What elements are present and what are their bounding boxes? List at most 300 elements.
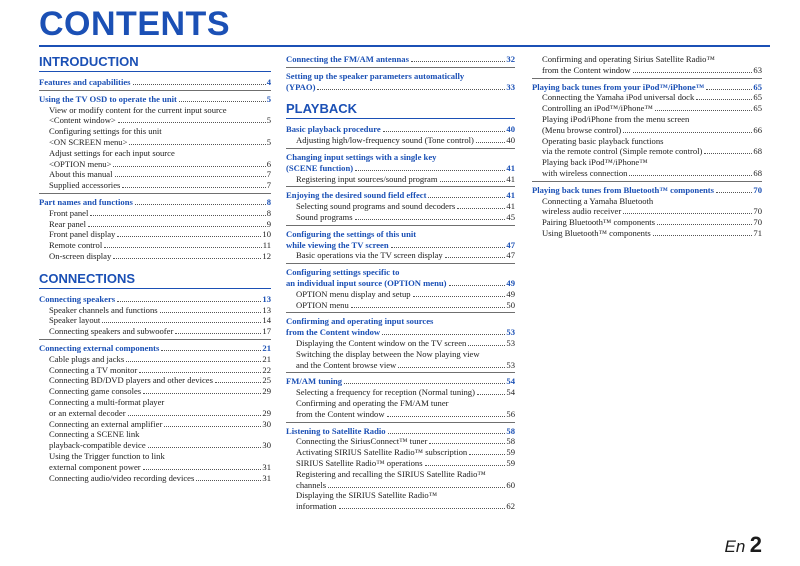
dot-leader bbox=[429, 443, 505, 444]
entry-title-line: Playing back iPod™/iPhone™ bbox=[542, 157, 648, 168]
entry-title: Connecting a TV monitor bbox=[49, 364, 138, 375]
dot-leader bbox=[196, 480, 261, 481]
entry-page-number: 29 bbox=[262, 407, 271, 418]
dot-leader bbox=[476, 142, 505, 143]
entry-page-number: 29 bbox=[262, 386, 271, 397]
entry-title: Cable plugs and jacks bbox=[49, 353, 125, 364]
entry-title-line: Confirming and operating the FM/AM tuner bbox=[296, 397, 449, 408]
entry-title: Activating SIRIUS Satellite Radio™ subscription bbox=[296, 447, 468, 458]
toc-main-entry[interactable] bbox=[532, 185, 762, 196]
toc-sub-entry[interactable] bbox=[286, 398, 515, 420]
entry-page-number: 53 bbox=[506, 337, 515, 348]
toc-group bbox=[286, 67, 515, 93]
entry-page-number: 65 bbox=[753, 92, 762, 103]
entry-page-number: 70 bbox=[753, 217, 762, 228]
entry-page-number: 54 bbox=[506, 376, 515, 387]
toc-sub-entry[interactable] bbox=[286, 349, 515, 371]
entry-title: from the Content window bbox=[296, 408, 385, 419]
entry-title: (YPAO) bbox=[286, 81, 316, 92]
toc-sub-entry[interactable] bbox=[532, 136, 762, 158]
entry-title-line: Using the Trigger function to link bbox=[49, 450, 165, 461]
toc-sub-entry[interactable] bbox=[39, 315, 271, 326]
entry-title: Using Bluetooth™ components bbox=[542, 227, 651, 238]
entry-title: information bbox=[296, 501, 337, 512]
entry-page-number: 25 bbox=[262, 375, 271, 386]
toc-sub-entry[interactable] bbox=[286, 338, 515, 349]
toc-main-entry[interactable] bbox=[286, 152, 515, 174]
toc-group bbox=[286, 186, 515, 222]
dot-leader bbox=[122, 187, 265, 188]
entry-title: Rear panel bbox=[49, 218, 86, 229]
entry-page-number: 65 bbox=[753, 81, 762, 92]
dot-leader bbox=[143, 469, 262, 470]
toc-main-entry[interactable] bbox=[286, 376, 515, 387]
entry-title-line: Connecting a SCENE link bbox=[49, 429, 140, 440]
entry-title: Controlling an iPod™/iPhone™ bbox=[542, 103, 653, 114]
toc-main-entry[interactable] bbox=[39, 94, 271, 105]
entry-title-line: Playing iPod/iPhone from the menu screen bbox=[542, 113, 690, 124]
dot-leader bbox=[117, 301, 261, 302]
dot-leader bbox=[623, 132, 752, 133]
language-label: En bbox=[724, 537, 746, 556]
dot-leader bbox=[133, 84, 266, 85]
entry-title: Basic playback procedure bbox=[286, 124, 381, 135]
toc-sub-entry[interactable] bbox=[39, 251, 271, 262]
toc-sub-entry[interactable] bbox=[39, 326, 271, 337]
toc-sub-entry[interactable] bbox=[39, 354, 271, 365]
entry-title: playback-compatible device bbox=[49, 440, 146, 451]
toc-sub-entry[interactable] bbox=[532, 103, 762, 114]
toc-sub-entry[interactable] bbox=[286, 458, 515, 469]
toc-main-entry[interactable] bbox=[286, 229, 515, 251]
entry-title: Connecting audio/video recording devices bbox=[49, 472, 195, 483]
dot-leader bbox=[383, 131, 506, 132]
toc-main-entry[interactable] bbox=[286, 267, 515, 289]
entry-title: Displaying the Content window on the TV screen bbox=[296, 337, 467, 348]
entry-page-number: 47 bbox=[506, 250, 515, 261]
toc-sub-entry[interactable] bbox=[532, 114, 762, 136]
entry-page-number: 22 bbox=[262, 364, 271, 375]
entry-title: Features and capabilities bbox=[39, 77, 131, 87]
entry-page-number: 41 bbox=[506, 173, 515, 184]
entry-page-number: 5 bbox=[266, 115, 271, 126]
entry-page-number: 31 bbox=[262, 472, 271, 483]
entry-title: Front panel bbox=[49, 207, 89, 218]
entry-page-number: 30 bbox=[262, 418, 271, 429]
entry-page-number: 60 bbox=[506, 479, 515, 490]
entry-page-number: 59 bbox=[506, 447, 515, 458]
entry-page-number: 70 bbox=[753, 184, 762, 195]
entry-page-number: 8 bbox=[266, 196, 271, 207]
dot-leader bbox=[428, 197, 505, 198]
toc-sub-entry[interactable] bbox=[39, 169, 271, 180]
toc-sub-entry[interactable] bbox=[39, 305, 271, 316]
dot-leader bbox=[445, 257, 506, 258]
entry-title: Connecting external components bbox=[39, 342, 160, 353]
entry-page-number: 40 bbox=[506, 135, 515, 146]
toc-sub-entry[interactable] bbox=[39, 126, 271, 148]
dot-leader bbox=[355, 219, 506, 220]
toc-group bbox=[286, 312, 515, 370]
entry-title-line: Configuring the settings of this unit bbox=[286, 228, 417, 239]
toc-main-entry[interactable] bbox=[532, 82, 762, 93]
toc-group bbox=[286, 122, 515, 146]
toc-main-entry[interactable] bbox=[286, 71, 515, 93]
dot-leader bbox=[657, 224, 752, 225]
dot-leader bbox=[88, 226, 266, 227]
dot-leader bbox=[449, 285, 506, 286]
toc-sub-entry[interactable] bbox=[532, 228, 762, 239]
entry-title-line: Configuring settings for this unit bbox=[49, 126, 162, 137]
dot-leader bbox=[104, 247, 261, 248]
toc-sub-entry[interactable] bbox=[532, 217, 762, 228]
dot-leader bbox=[129, 144, 265, 145]
dot-leader bbox=[468, 345, 505, 346]
dot-leader bbox=[113, 258, 261, 259]
title-rule bbox=[39, 45, 770, 47]
section-gap bbox=[286, 92, 515, 99]
dot-leader bbox=[382, 334, 505, 335]
entry-title-line: Setting up the speaker parameters automatically bbox=[286, 70, 465, 81]
toc-group bbox=[532, 52, 762, 76]
toc-sub-entry[interactable] bbox=[286, 289, 515, 300]
toc-column-1 bbox=[39, 52, 271, 483]
entry-title: (SCENE function) bbox=[286, 162, 354, 173]
entry-title: Playing back tunes from your iPod™/iPhone™ bbox=[532, 81, 705, 92]
entry-page-number: 9 bbox=[266, 218, 271, 229]
entry-page-number: 66 bbox=[753, 124, 762, 135]
dot-leader bbox=[351, 307, 506, 308]
entry-page-number: 45 bbox=[506, 211, 515, 222]
dot-leader bbox=[477, 394, 505, 395]
entry-title: Selecting a frequency for reception (Normal tuning) bbox=[296, 387, 475, 398]
entry-title-line: Confirming and operating Sirius Satellite Radio™ bbox=[542, 54, 715, 64]
entry-title: About this manual bbox=[49, 169, 113, 180]
entry-title: Selecting sound programs and sound decoders bbox=[296, 201, 456, 212]
entry-title: and the Content browse view bbox=[296, 359, 397, 370]
entry-page-number: 6 bbox=[266, 158, 271, 169]
entry-title: Connecting BD/DVD players and other devices bbox=[49, 375, 213, 386]
toc-group bbox=[286, 372, 515, 419]
toc-sub-entry[interactable] bbox=[39, 419, 271, 430]
toc-sub-entry[interactable] bbox=[286, 469, 515, 491]
entry-title: from the Content window bbox=[542, 64, 631, 75]
entry-title-line: Configuring settings specific to bbox=[286, 267, 400, 278]
toc-main-entry[interactable] bbox=[39, 77, 271, 88]
entry-page-number: 5 bbox=[266, 136, 271, 147]
toc-sub-entry[interactable] bbox=[286, 387, 515, 398]
toc-sub-entry[interactable] bbox=[39, 365, 271, 376]
toc-sub-entry[interactable] bbox=[286, 447, 515, 458]
entry-title: Remote control bbox=[49, 240, 103, 251]
entry-title: Connecting speakers bbox=[39, 293, 116, 304]
dot-leader bbox=[413, 296, 506, 297]
entry-page-number: 54 bbox=[506, 387, 515, 398]
dot-leader bbox=[102, 322, 261, 323]
entry-title: Connecting the SiriusConnect™ tuner bbox=[296, 436, 428, 447]
entry-title: SIRIUS Satellite Radio™ operations bbox=[296, 457, 423, 468]
dot-leader bbox=[161, 350, 261, 351]
toc-sub-entry[interactable] bbox=[286, 436, 515, 447]
entry-title: OPTION menu display and setup bbox=[296, 288, 411, 299]
entry-title-line: Connecting a Yamaha Bluetooth bbox=[542, 195, 654, 206]
entry-title: Connecting an external amplifier bbox=[49, 418, 163, 429]
toc-column-2 bbox=[286, 52, 515, 512]
toc-sub-entry[interactable] bbox=[39, 105, 271, 127]
page-footer bbox=[725, 532, 763, 558]
entry-title-line: Registering and recalling the SIRIUS Satellite Radio™ bbox=[296, 468, 486, 479]
dot-leader bbox=[115, 176, 266, 177]
toc-main-entry[interactable] bbox=[286, 426, 515, 437]
toc-sub-entry[interactable] bbox=[532, 196, 762, 218]
dot-leader bbox=[411, 61, 505, 62]
entry-title: from the Content window bbox=[286, 327, 381, 338]
entry-page-number: 58 bbox=[506, 436, 515, 447]
entry-page-number: 65 bbox=[753, 103, 762, 114]
toc-sub-entry[interactable] bbox=[39, 229, 271, 240]
dot-leader bbox=[633, 72, 753, 73]
toc-sub-entry[interactable] bbox=[286, 135, 515, 146]
toc-group bbox=[39, 292, 271, 337]
entry-title: Sound programs bbox=[296, 211, 353, 222]
toc-group bbox=[532, 78, 762, 179]
dot-leader bbox=[118, 122, 266, 123]
entry-title: wireless audio receiver bbox=[542, 206, 622, 217]
toc-sub-entry[interactable] bbox=[532, 157, 762, 179]
toc-sub-entry[interactable] bbox=[39, 208, 271, 219]
dot-leader bbox=[126, 361, 261, 362]
toc-sub-entry[interactable] bbox=[286, 250, 515, 261]
entry-title: Connecting the FM/AM antennas bbox=[286, 54, 409, 64]
entry-page-number: 40 bbox=[506, 124, 515, 135]
dot-leader bbox=[355, 170, 505, 171]
entry-title: Listening to Satellite Radio bbox=[286, 425, 386, 436]
toc-sub-entry[interactable] bbox=[39, 451, 271, 473]
toc-sub-entry[interactable] bbox=[39, 386, 271, 397]
entry-title: while viewing the TV screen bbox=[286, 239, 389, 250]
toc-group bbox=[39, 193, 271, 262]
entry-page-number: 68 bbox=[753, 167, 762, 178]
entry-page-number: 50 bbox=[506, 299, 515, 310]
entry-title: Connecting game consoles bbox=[49, 386, 142, 397]
entry-page-number: 17 bbox=[262, 326, 271, 337]
entry-page-number: 41 bbox=[506, 190, 515, 201]
entry-title: OPTION menu bbox=[296, 299, 349, 310]
toc-group bbox=[286, 263, 515, 310]
entry-page-number: 13 bbox=[262, 304, 271, 315]
section-heading: PLAYBACK bbox=[286, 99, 515, 119]
toc-group bbox=[39, 339, 271, 483]
dot-leader bbox=[696, 99, 752, 100]
entry-title: Front panel display bbox=[49, 229, 116, 240]
toc-sub-entry[interactable] bbox=[39, 397, 271, 419]
toc-group bbox=[286, 148, 515, 184]
toc-main-entry[interactable] bbox=[286, 54, 515, 65]
dot-leader bbox=[706, 89, 752, 90]
toc-group bbox=[532, 181, 762, 239]
entry-page-number: 53 bbox=[506, 327, 515, 338]
toc-sub-entry[interactable] bbox=[39, 180, 271, 191]
dot-leader bbox=[704, 153, 752, 154]
dot-leader bbox=[175, 333, 261, 334]
toc-group bbox=[286, 52, 515, 65]
dot-leader bbox=[469, 454, 505, 455]
entry-page-number: 8 bbox=[266, 207, 271, 218]
toc-sub-entry[interactable] bbox=[39, 375, 271, 386]
dot-leader bbox=[653, 235, 753, 236]
entry-page-number: 47 bbox=[506, 239, 515, 250]
entry-page-number: 30 bbox=[262, 440, 271, 451]
dot-leader bbox=[90, 215, 265, 216]
entry-title: external component power bbox=[49, 461, 141, 472]
entry-page-number: 70 bbox=[753, 206, 762, 217]
page-title: CONTENTS bbox=[39, 5, 230, 43]
dot-leader bbox=[398, 367, 505, 368]
entry-page-number: 49 bbox=[506, 288, 515, 299]
toc-sub-entry[interactable] bbox=[39, 219, 271, 230]
dot-leader bbox=[113, 166, 265, 167]
entry-title: Supplied accessories bbox=[49, 180, 121, 191]
entry-title-line: Confirming and operating input sources bbox=[286, 316, 434, 327]
entry-title: <ON SCREEN menu> bbox=[49, 136, 128, 147]
entry-page-number: 58 bbox=[506, 425, 515, 436]
entry-title: Pairing Bluetooth™ components bbox=[542, 217, 655, 228]
toc-sub-entry[interactable] bbox=[286, 201, 515, 212]
dot-leader bbox=[629, 175, 752, 176]
dot-leader bbox=[117, 236, 261, 237]
entry-title: <Content window> bbox=[49, 115, 116, 126]
entry-title: Speaker layout bbox=[49, 315, 101, 326]
entry-title: Adjusting high/low-frequency sound (Tone control) bbox=[296, 135, 474, 146]
section-heading: CONNECTIONS bbox=[39, 269, 271, 289]
dot-leader bbox=[387, 416, 506, 417]
toc-main-entry[interactable] bbox=[286, 190, 515, 201]
entry-title: Using the TV OSD to operate the unit bbox=[39, 93, 177, 104]
toc-sub-entry[interactable] bbox=[286, 300, 515, 311]
toc-main-entry[interactable] bbox=[286, 124, 515, 135]
toc-group bbox=[39, 90, 271, 191]
entry-title-line: Connecting a multi-format player bbox=[49, 396, 165, 407]
entry-page-number: 12 bbox=[262, 250, 271, 261]
toc-main-entry[interactable] bbox=[39, 197, 271, 208]
dot-leader bbox=[440, 181, 506, 182]
toc-group bbox=[39, 75, 271, 88]
entry-title: channels bbox=[296, 479, 327, 490]
entry-title-line: Operating basic playback functions bbox=[542, 135, 664, 146]
toc-sub-entry[interactable] bbox=[39, 473, 271, 484]
entry-page-number: 32 bbox=[506, 54, 515, 64]
entry-title: Connecting the Yamaha iPod universal dock bbox=[542, 92, 695, 103]
entry-title: Registering input sources/sound program bbox=[296, 173, 438, 184]
entry-page-number: 56 bbox=[506, 408, 515, 419]
dot-leader bbox=[143, 393, 261, 394]
dot-leader bbox=[164, 426, 261, 427]
toc-sub-entry[interactable] bbox=[286, 212, 515, 223]
toc-main-entry[interactable] bbox=[39, 294, 271, 305]
dot-leader bbox=[339, 508, 506, 509]
entry-title: Part names and functions bbox=[39, 196, 133, 207]
entry-title: Speaker channels and functions bbox=[49, 304, 158, 315]
toc-group bbox=[286, 225, 515, 261]
dot-leader bbox=[655, 110, 753, 111]
entry-title: Connecting speakers and subwoofer bbox=[49, 326, 174, 337]
entry-page-number: 49 bbox=[506, 277, 515, 288]
dot-leader bbox=[388, 433, 506, 434]
entry-page-number: 4 bbox=[266, 77, 271, 87]
entry-title: Playing back tunes from Bluetooth™ components bbox=[532, 184, 714, 195]
entry-title: <OPTION menu> bbox=[49, 158, 112, 169]
toc-sub-entry[interactable] bbox=[39, 148, 271, 170]
dot-leader bbox=[425, 465, 506, 466]
entry-page-number: 13 bbox=[262, 293, 271, 304]
toc-sub-entry[interactable] bbox=[39, 240, 271, 251]
entry-page-number: 7 bbox=[266, 169, 271, 180]
entry-page-number: 53 bbox=[506, 359, 515, 370]
dot-leader bbox=[457, 208, 505, 209]
dot-leader bbox=[135, 204, 266, 205]
entry-page-number: 59 bbox=[506, 457, 515, 468]
entry-page-number: 71 bbox=[753, 227, 762, 238]
entry-page-number: 14 bbox=[262, 315, 271, 326]
entry-page-number: 7 bbox=[266, 180, 271, 191]
entry-title: via the remote control (Simple remote control) bbox=[542, 146, 703, 157]
dot-leader bbox=[344, 383, 505, 384]
entry-title-line: Displaying the SIRIUS Satellite Radio™ bbox=[296, 490, 438, 501]
entry-page-number: 41 bbox=[506, 201, 515, 212]
section-gap bbox=[39, 262, 271, 269]
toc-main-entry[interactable] bbox=[286, 316, 515, 338]
dot-leader bbox=[391, 247, 506, 248]
entry-page-number: 21 bbox=[262, 342, 271, 353]
dot-leader bbox=[328, 487, 505, 488]
toc-column-3 bbox=[532, 52, 762, 239]
entry-title: Basic operations via the TV screen display bbox=[296, 250, 443, 261]
dot-leader bbox=[160, 312, 262, 313]
dot-leader bbox=[148, 447, 262, 448]
toc-sub-entry[interactable] bbox=[286, 174, 515, 185]
entry-page-number: 5 bbox=[266, 93, 271, 104]
section-heading: INTRODUCTION bbox=[39, 52, 271, 72]
dot-leader bbox=[716, 192, 752, 193]
entry-page-number: 11 bbox=[262, 240, 271, 251]
entry-page-number: 63 bbox=[753, 64, 762, 75]
entry-page-number: 62 bbox=[506, 501, 515, 512]
dot-leader bbox=[179, 101, 266, 102]
entry-title-line: Changing input settings with a single key bbox=[286, 151, 437, 162]
entry-title: with wireless connection bbox=[542, 167, 628, 178]
entry-page-number: 68 bbox=[753, 146, 762, 157]
dot-leader bbox=[128, 415, 262, 416]
entry-title: Enjoying the desired sound field effect bbox=[286, 190, 427, 201]
toc-sub-entry[interactable] bbox=[39, 429, 271, 451]
toc-group bbox=[286, 422, 515, 512]
entry-title: (Menu browse control) bbox=[542, 124, 622, 135]
entry-page-number: 10 bbox=[262, 229, 271, 240]
toc-sub-entry[interactable] bbox=[286, 490, 515, 512]
dot-leader bbox=[317, 89, 505, 90]
page-number: 2 bbox=[749, 532, 762, 557]
toc-sub-entry[interactable] bbox=[532, 54, 762, 76]
toc-sub-entry[interactable] bbox=[532, 92, 762, 103]
entry-title-line: View or modify content for the current input source bbox=[49, 104, 227, 115]
entry-title: FM/AM tuning bbox=[286, 376, 343, 387]
entry-page-number: 33 bbox=[506, 81, 515, 92]
entry-title-line: Adjust settings for each input source bbox=[49, 147, 175, 158]
entry-page-number: 21 bbox=[262, 353, 271, 364]
toc-main-entry[interactable] bbox=[39, 343, 271, 354]
entry-page-number: 41 bbox=[506, 162, 515, 173]
entry-title: an individual input source (OPTION menu) bbox=[286, 277, 447, 288]
